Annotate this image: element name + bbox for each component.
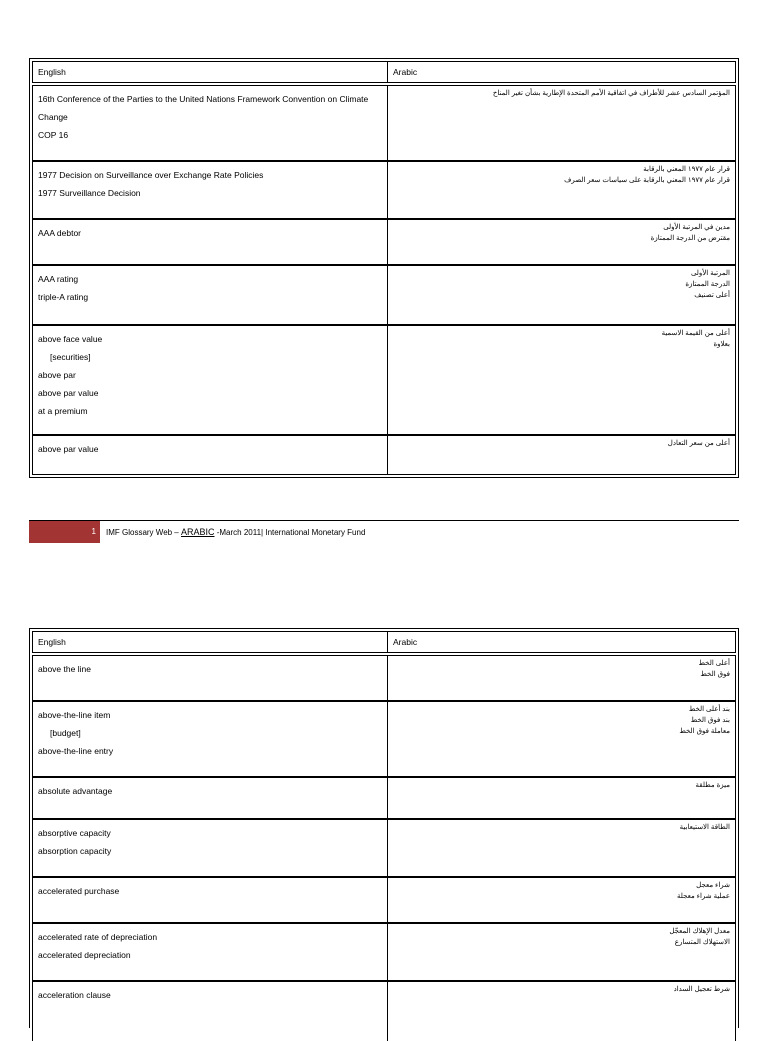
table-row bbox=[32, 877, 736, 923]
glossary-table-page-1 bbox=[29, 58, 739, 478]
english-term: triple-A rating bbox=[38, 292, 89, 302]
table-row bbox=[32, 819, 736, 877]
table-row bbox=[32, 923, 736, 981]
english-term: absorption capacity bbox=[38, 846, 112, 856]
table-row bbox=[32, 161, 736, 219]
arabic-term-cell bbox=[388, 436, 735, 474]
english-term: AAA rating bbox=[38, 274, 79, 284]
english-term-cell bbox=[33, 702, 388, 776]
english-term-cell bbox=[33, 436, 388, 474]
arabic-term-cell bbox=[388, 820, 735, 876]
english-term: 1977 Surveillance Decision bbox=[38, 188, 141, 198]
english-term-context: [budget] bbox=[50, 728, 81, 738]
arabic-term-cell bbox=[388, 702, 735, 776]
arabic-term: مقترض من الدرجة الممتازة bbox=[650, 235, 730, 242]
english-term: above par value bbox=[38, 444, 99, 454]
glossary-table-page-2 bbox=[29, 628, 739, 1028]
arabic-term: بند فوق الخط bbox=[690, 717, 730, 724]
arabic-term-cell bbox=[388, 656, 735, 700]
english-term: accelerated purchase bbox=[38, 886, 120, 896]
english-term: above par bbox=[38, 370, 76, 380]
arabic-term: الاستهلاك المتسارع bbox=[674, 939, 730, 946]
arabic-term-cell bbox=[388, 326, 735, 434]
table-row bbox=[32, 219, 736, 265]
arabic-term: قرار عام ١٩٧٧ المعني بالرقابة على سياسات سعر الصرف bbox=[564, 177, 730, 184]
english-term: acceleration clause bbox=[38, 990, 111, 1000]
english-term: at a premium bbox=[38, 406, 88, 416]
arabic-term-cell bbox=[388, 878, 735, 922]
english-term: above the line bbox=[38, 664, 91, 674]
english-term-cell bbox=[33, 266, 388, 324]
arabic-term: المرتبة الأولى bbox=[690, 270, 730, 277]
english-term: 1977 Decision on Surveillance over Exchange Rate Policies bbox=[38, 170, 264, 180]
english-term-cell bbox=[33, 220, 388, 264]
table-row bbox=[32, 85, 736, 161]
footer-text-suffix: -March 2011| International Monetary Fund bbox=[214, 528, 366, 537]
english-term: accelerated depreciation bbox=[38, 950, 131, 960]
english-term: above face value bbox=[38, 334, 103, 344]
header-arabic: Arabic bbox=[393, 67, 418, 77]
english-term: absorptive capacity bbox=[38, 828, 111, 838]
english-term-cell bbox=[33, 656, 388, 700]
english-term-cell bbox=[33, 878, 388, 922]
header-english: English bbox=[33, 632, 388, 652]
header-english: English bbox=[33, 62, 388, 82]
arabic-term: معاملة فوق الخط bbox=[679, 728, 730, 735]
arabic-term: أعلى تصنيف bbox=[694, 292, 730, 299]
english-term: COP 16 bbox=[38, 130, 69, 140]
arabic-term: بعلاوة bbox=[713, 341, 730, 348]
arabic-term: عملية شراء معجلة bbox=[677, 893, 730, 900]
english-term-cell bbox=[33, 820, 388, 876]
arabic-term: ميزة مطلقة bbox=[695, 782, 730, 789]
english-term: 16th Conference of the Parties to the United Nations Framework Convention on Climate bbox=[38, 94, 369, 104]
header-arabic: Arabic bbox=[393, 637, 418, 647]
english-term: Change bbox=[38, 112, 68, 122]
footer-text-prefix: IMF Glossary Web – bbox=[106, 528, 181, 537]
arabic-term-cell bbox=[388, 982, 735, 1041]
table-row bbox=[32, 981, 736, 1041]
arabic-term-cell bbox=[388, 220, 735, 264]
table-row bbox=[32, 655, 736, 701]
english-term: above-the-line item bbox=[38, 710, 111, 720]
footer-text bbox=[106, 521, 365, 544]
english-term-context: [securities] bbox=[50, 352, 91, 362]
english-term-cell bbox=[33, 326, 388, 434]
table-row bbox=[32, 701, 736, 777]
arabic-term: المؤتمر السادس عشر للأطراف في اتفاقية الأمم المتحدة الإطارية بشأن تغير المناخ bbox=[492, 90, 730, 97]
english-term-cell bbox=[33, 778, 388, 818]
arabic-term-cell bbox=[388, 162, 735, 218]
table-row bbox=[32, 265, 736, 325]
arabic-term: بند أعلى الخط bbox=[688, 706, 730, 713]
english-term: absolute advantage bbox=[38, 786, 113, 796]
english-term: AAA debtor bbox=[38, 228, 82, 238]
arabic-term: أعلى من القيمة الاسمية bbox=[661, 330, 730, 337]
arabic-term: مدين في المرتبة الأولى bbox=[663, 224, 730, 231]
table-row bbox=[32, 435, 736, 475]
arabic-term: الطاقة الاستيعابية bbox=[679, 824, 730, 831]
page-footer bbox=[29, 520, 739, 543]
footer-language: ARABIC bbox=[180, 527, 215, 537]
table-row bbox=[32, 777, 736, 819]
arabic-term: أعلى الخط bbox=[698, 660, 730, 667]
english-term-cell bbox=[33, 162, 388, 218]
english-term-cell bbox=[33, 924, 388, 980]
english-term-cell bbox=[33, 86, 388, 160]
english-term: above-the-line entry bbox=[38, 746, 114, 756]
arabic-term: شرط تعجيل السداد bbox=[673, 986, 730, 993]
arabic-term-cell bbox=[388, 778, 735, 818]
arabic-term-cell bbox=[388, 924, 735, 980]
arabic-term: قرار عام ١٩٧٧ المعني بالرقابة bbox=[643, 166, 730, 173]
arabic-term-cell bbox=[388, 86, 735, 160]
table-header-row bbox=[32, 61, 736, 83]
table-row bbox=[32, 325, 736, 435]
page-number: 1 bbox=[29, 521, 100, 543]
arabic-term: أعلى من سعر التعادل bbox=[667, 440, 730, 447]
arabic-term: فوق الخط bbox=[700, 671, 730, 678]
english-term: accelerated rate of depreciation bbox=[38, 932, 158, 942]
arabic-term: الدرجة الممتازة bbox=[685, 281, 730, 288]
english-term: above par value bbox=[38, 388, 99, 398]
english-term-cell bbox=[33, 982, 388, 1041]
arabic-term-cell bbox=[388, 266, 735, 324]
arabic-term: شراء معجل bbox=[696, 882, 730, 889]
table-header-row bbox=[32, 631, 736, 653]
arabic-term: معدل الإهلاك المعجّل bbox=[669, 928, 730, 935]
